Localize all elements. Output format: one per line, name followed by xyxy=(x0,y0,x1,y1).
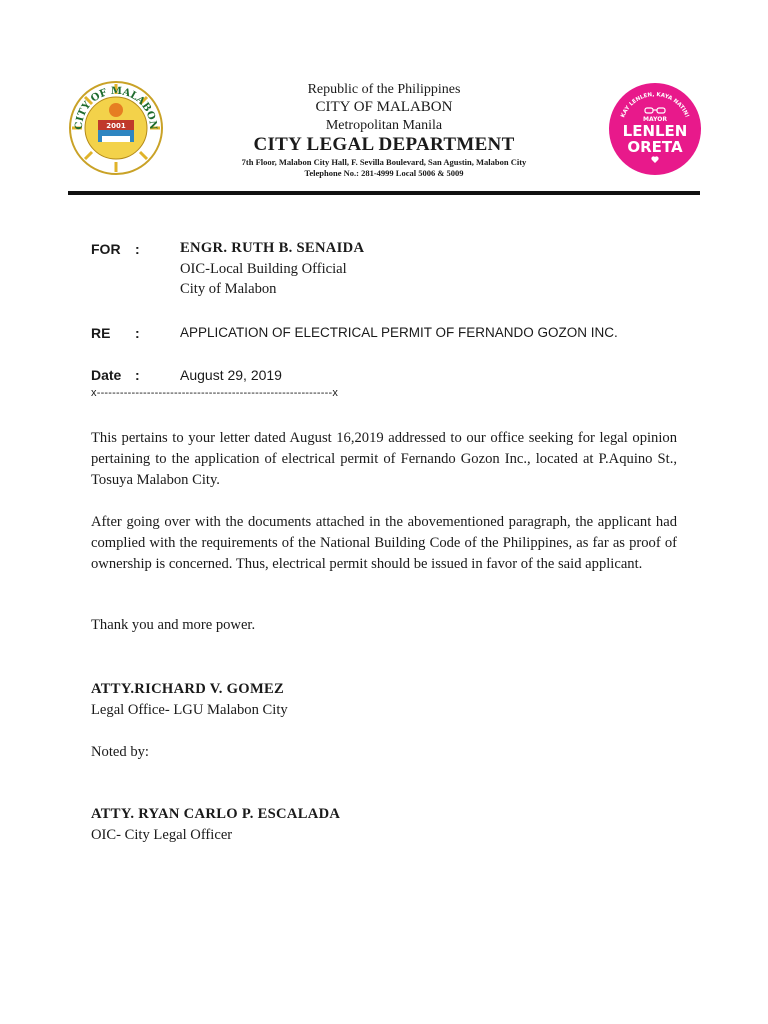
re-label: RE xyxy=(91,325,111,341)
body-paragraph-2: After going over with the documents attached in the abovementioned paragraph, the applicant had complied with the requirements of the National Building Code of the Philippines, as far as proof of ownership is concerned. Thus, electrical permit should be issued in favor of the said applicant. xyxy=(91,514,677,572)
for-name: ENGR. RUTH B. SENAIDA xyxy=(180,240,365,256)
noted-by-label: Noted by: xyxy=(91,744,149,760)
for-label: FOR xyxy=(91,241,121,257)
body-paragraph-1: This pertains to your letter dated August 16,2019 addressed to our office seeking for legal opinion pertaining to the application of electrical permit of Fernando Gozon Inc., located at P.Aquino St., Tosuya Malabon City. xyxy=(91,430,677,488)
header-divider xyxy=(68,191,700,195)
for-colon: : xyxy=(135,241,140,257)
for-office: City of Malabon xyxy=(180,281,277,297)
separator-line: x-------------------------------------------------------------x xyxy=(91,387,339,399)
signer1-name: ATTY.RICHARD V. GOMEZ xyxy=(91,681,285,697)
header-republic: Republic of the Philippines xyxy=(307,82,461,97)
closing-line: Thank you and more power. xyxy=(91,617,256,633)
svg-text:ORETA: ORETA xyxy=(627,138,683,156)
svg-text:MAYOR: MAYOR xyxy=(643,116,667,123)
mayor-badge-icon xyxy=(608,80,702,178)
svg-text:LENLEN: LENLEN xyxy=(622,122,688,140)
for-title: OIC-Local Building Official xyxy=(180,261,347,277)
re-colon: : xyxy=(135,325,140,341)
svg-text:CITY OF MALABON: CITY OF MALABON xyxy=(73,85,159,131)
header-region: Metropolitan Manila xyxy=(325,118,443,133)
header-telephone: Telephone No.: 281-4999 Local 5006 & 5009 xyxy=(304,168,464,178)
signer2-title: OIC- City Legal Officer xyxy=(91,827,233,843)
date-value: August 29, 2019 xyxy=(180,367,282,383)
svg-text:KAY LENLEN, KAYA NATIN!: KAY LENLEN, KAYA NATIN! xyxy=(620,91,690,119)
signer1-title: Legal Office- LGU Malabon City xyxy=(91,702,288,718)
date-label: Date xyxy=(91,367,122,383)
signer2-name: ATTY. RYAN CARLO P. ESCALADA xyxy=(91,806,341,822)
svg-text:2001: 2001 xyxy=(106,122,126,130)
re-text: APPLICATION OF ELECTRICAL PERMIT OF FERNANDO GOZON INC. xyxy=(180,325,618,340)
header-city: CITY OF MALABON xyxy=(315,99,453,115)
header-address: 7th Floor, Malabon City Hall, F. Sevilla Boulevard, San Agustin, Malabon City xyxy=(241,157,527,167)
date-colon: : xyxy=(135,367,140,383)
header-department: CITY LEGAL DEPARTMENT xyxy=(253,134,515,155)
